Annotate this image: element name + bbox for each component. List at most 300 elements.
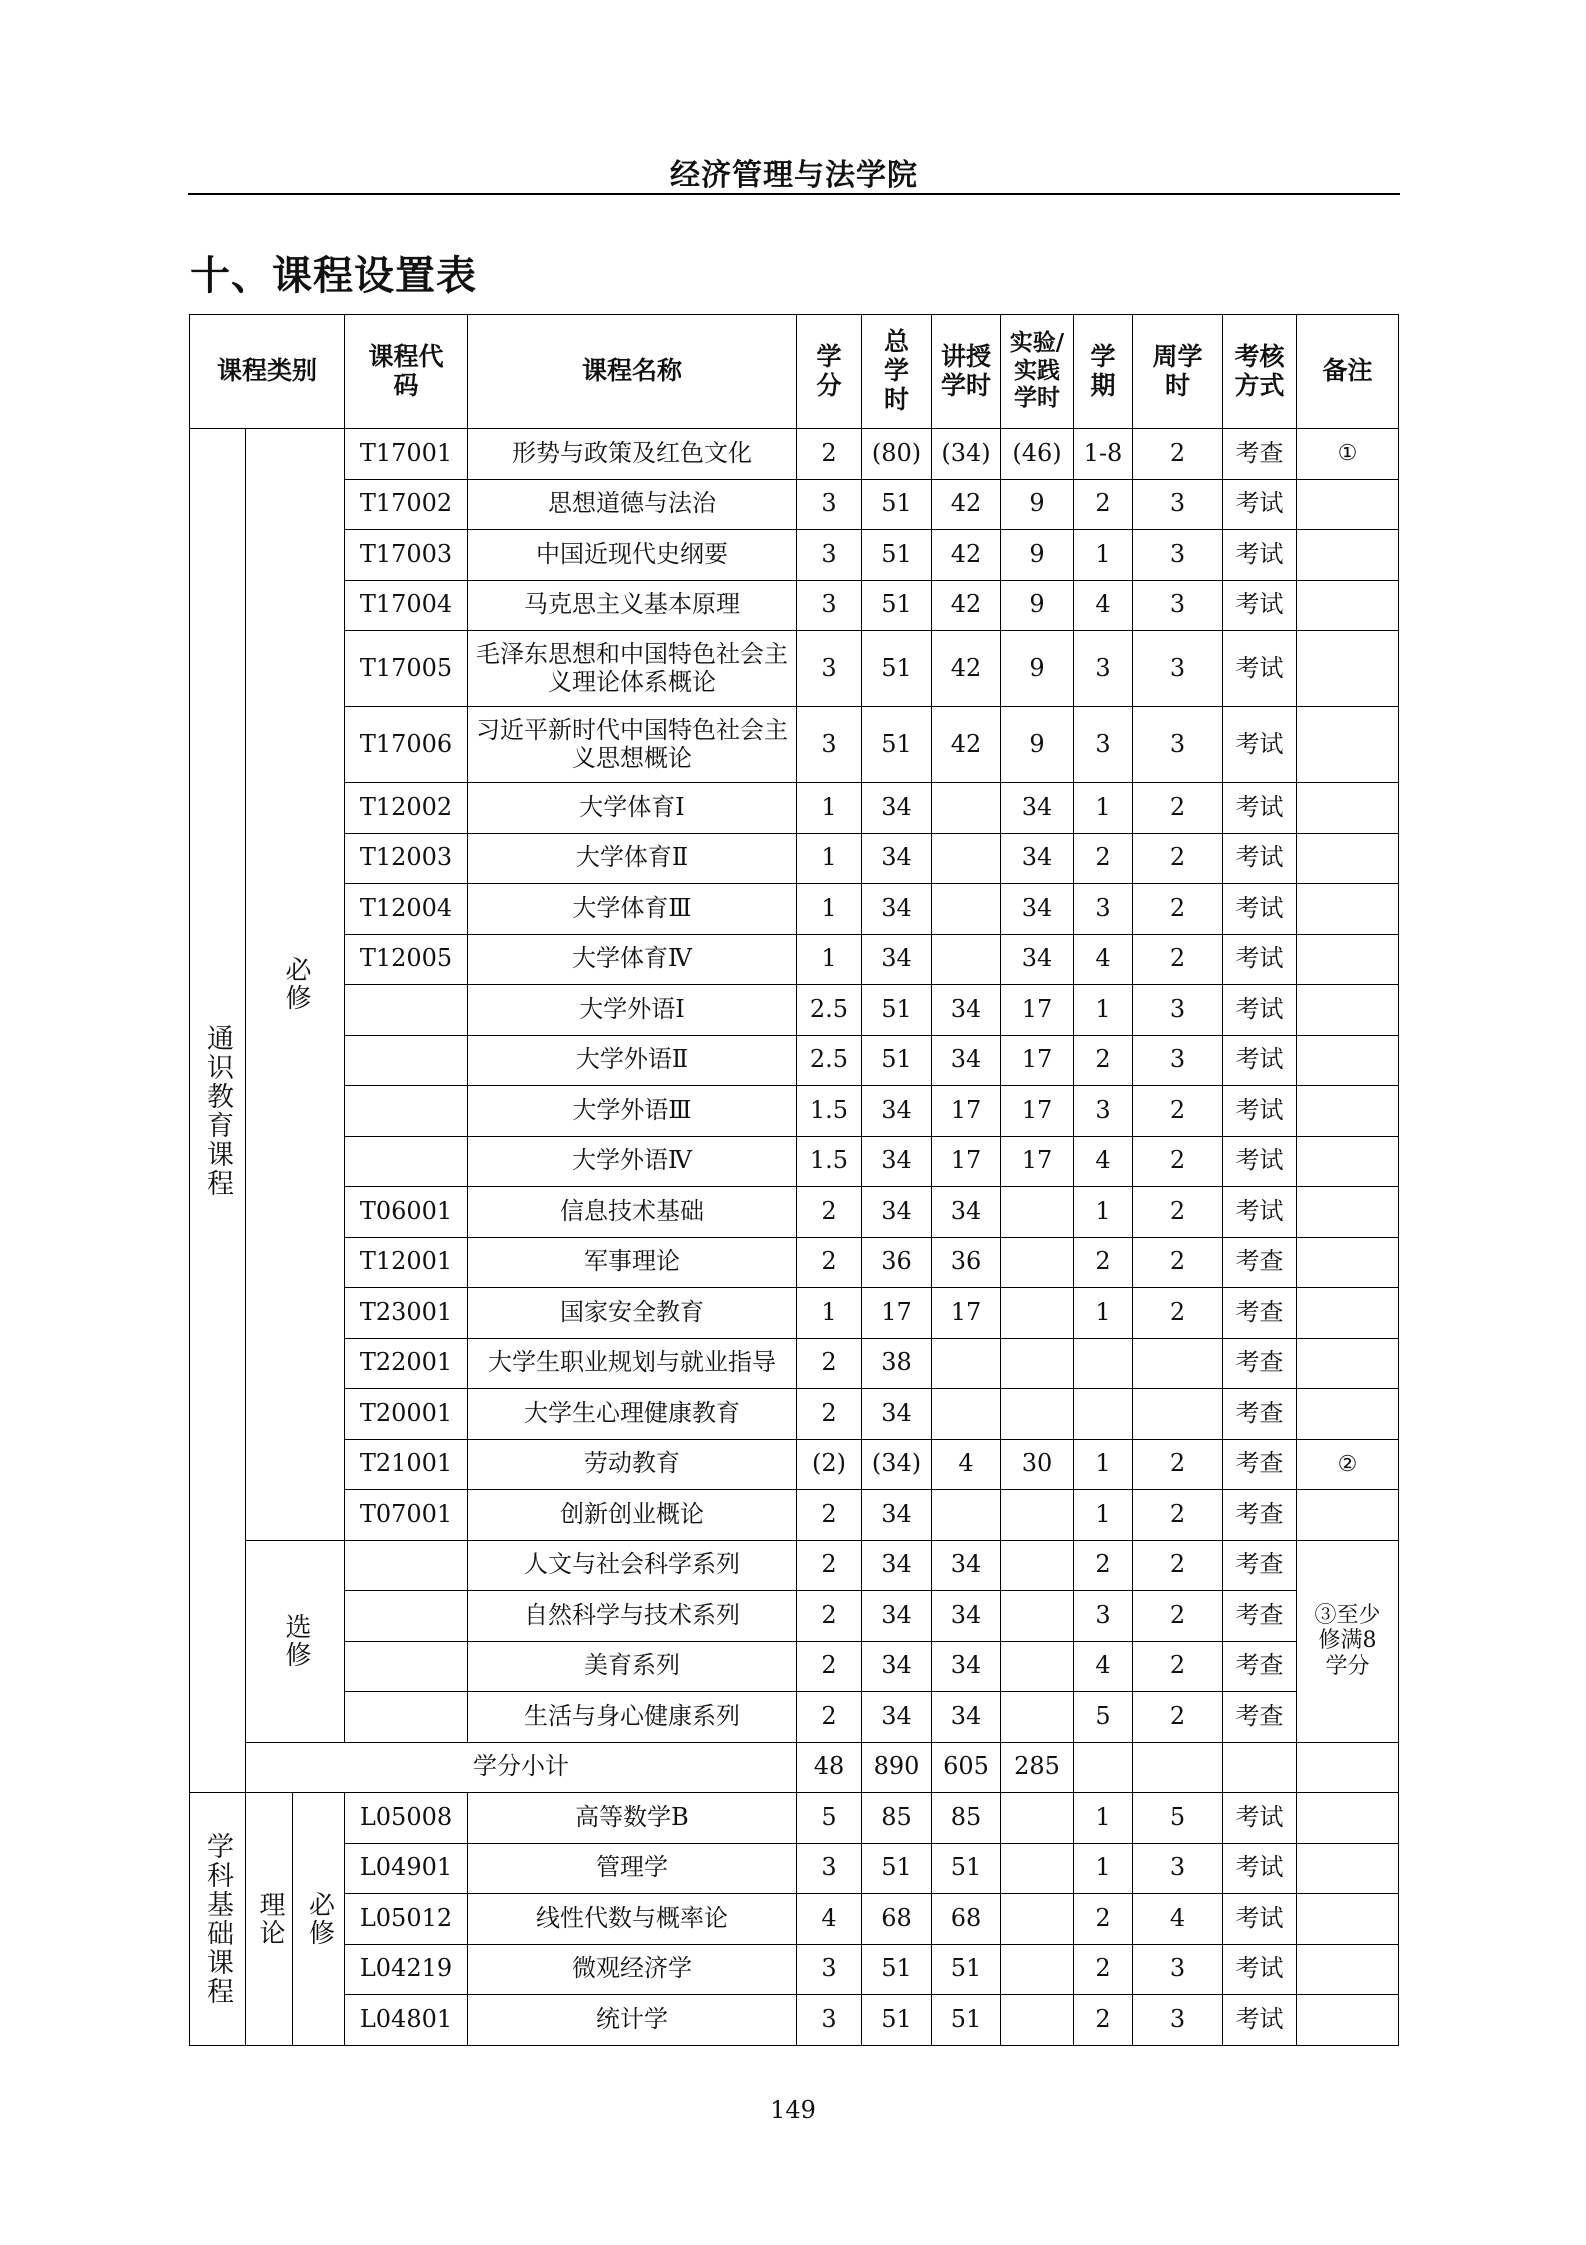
table-row [190,479,1399,530]
cell-name: 微观经济学 [468,1944,797,1995]
header-category: 课程类别 [190,315,345,429]
cell-name: 生活与身心健康系列 [468,1692,797,1743]
table-row [190,1237,1399,1288]
cell-assessment: 考试 [1223,1136,1297,1187]
cell-total: 17 [862,1288,932,1339]
cell-code: T21001 [345,1439,468,1490]
cell-total: 34 [862,1490,932,1541]
header-total-hours: 总学时 [862,315,932,429]
cell-lab: 17 [1001,1086,1074,1137]
cell-credit: 3 [797,1995,862,2046]
cell-code: T07001 [345,1490,468,1541]
cell-total: 34 [862,884,932,935]
cell-name: 大学体育Ⅱ [468,833,797,884]
cell-total: 85 [862,1793,932,1844]
table-row [190,1187,1399,1238]
cell-weekly [1133,1338,1223,1389]
cell-credit: 1 [797,833,862,884]
cell-lecture [932,783,1001,834]
cell-semester [1074,1389,1133,1440]
cell-remark [1297,1894,1399,1945]
cell-total: 51 [862,1995,932,2046]
cell-remark [1297,707,1399,783]
cell-semester: 3 [1074,884,1133,935]
cell-weekly: 3 [1133,530,1223,581]
cell-remark [1297,884,1399,935]
cell-lecture [932,833,1001,884]
table-row [190,884,1399,935]
cell-lab [1001,1793,1074,1844]
cell-lab: 17 [1001,985,1074,1036]
cell-total: 36 [862,1237,932,1288]
cell-total: 51 [862,985,932,1036]
header-code: 课程代码 [345,315,468,429]
cell-name: 大学生职业规划与就业指导 [468,1338,797,1389]
cell-name: 美育系列 [468,1641,797,1692]
category-discipline-label: 学科基础课程 [202,1831,234,2006]
cell-total: 34 [862,783,932,834]
running-header: 经济管理与法学院 [670,158,918,193]
cell-lecture: 36 [932,1237,1001,1288]
cell-code: T17004 [345,580,468,631]
cell-total: 51 [862,1035,932,1086]
cell-lecture: 17 [932,1288,1001,1339]
cell-assessment: 考试 [1223,631,1297,707]
cell-weekly: 2 [1133,884,1223,935]
table-row [190,707,1399,783]
cell-credit: 2 [797,1692,862,1743]
cell-total: 34 [862,1591,932,1642]
cell-weekly: 3 [1133,631,1223,707]
cell-total: (34) [862,1439,932,1490]
cell-assessment: 考查 [1223,1490,1297,1541]
cell-credit: 3 [797,631,862,707]
cell-semester: 3 [1074,1086,1133,1137]
cell-assessment: 考查 [1223,1439,1297,1490]
cell-semester: 4 [1074,1136,1133,1187]
cell-assessment: 考查 [1223,1641,1297,1692]
cell-lab: 9 [1001,631,1074,707]
cell-lecture [932,1338,1001,1389]
cell-weekly: 2 [1133,1288,1223,1339]
cell-name: 劳动教育 [468,1439,797,1490]
cell-code [345,1641,468,1692]
cell-lecture [932,884,1001,935]
cell-weekly: 2 [1133,1439,1223,1490]
cell-remark [1297,985,1399,1036]
cell-code [345,1540,468,1591]
cell-assessment: 考试 [1223,783,1297,834]
cell-semester [1074,1338,1133,1389]
cell-lab: (46) [1001,429,1074,480]
subtotal-label: 学分小计 [246,1742,797,1793]
table-row [190,1439,1399,1490]
cell-code: L05012 [345,1894,468,1945]
cell-semester: 1-8 [1074,429,1133,480]
cell-total: (80) [862,429,932,480]
cell-code: L04219 [345,1944,468,1995]
cell-lecture: 34 [932,985,1001,1036]
cell-lecture: 34 [932,1187,1001,1238]
cell-semester: 2 [1074,1237,1133,1288]
cell-remark [1297,580,1399,631]
cell-lecture: 51 [932,1944,1001,1995]
cell-lab [1001,1995,1074,2046]
cell-weekly: 3 [1133,1035,1223,1086]
cell-remark [1297,1187,1399,1238]
cell-weekly: 2 [1133,429,1223,480]
table-row [190,1136,1399,1187]
cell-lab [1001,1288,1074,1339]
cell-assessment: 考试 [1223,1894,1297,1945]
cell-semester: 1 [1074,1843,1133,1894]
cell-lecture: 51 [932,1995,1001,2046]
cell-assessment: 考查 [1223,1540,1297,1591]
cell-lecture: 42 [932,580,1001,631]
table-row [190,1843,1399,1894]
cell-semester: 1 [1074,1439,1133,1490]
cell-semester: 4 [1074,580,1133,631]
cell-lecture: 85 [932,1793,1001,1844]
cell-remark [1297,833,1399,884]
cell-lab [1001,1591,1074,1642]
cell-lab [1001,1944,1074,1995]
cell-remark [1297,479,1399,530]
header-remark: 备注 [1297,315,1399,429]
cell-remark [1297,1136,1399,1187]
table-row [190,1692,1399,1743]
category-theory-label: 理论 [254,1890,285,1947]
cell-lab [1001,1843,1074,1894]
cell-remark [1297,1490,1399,1541]
cell-credit: 5 [797,1793,862,1844]
cell-code [345,1086,468,1137]
cell-total: 68 [862,1894,932,1945]
cell-code: T17003 [345,530,468,581]
cell-lab [1001,1338,1074,1389]
cell-remark [1297,1035,1399,1086]
cell-assessment: 考试 [1223,580,1297,631]
cell-semester: 4 [1074,1641,1133,1692]
cell-credit: 2.5 [797,985,862,1036]
cell-remark [1297,530,1399,581]
cell-assessment: 考试 [1223,934,1297,985]
table-row [190,985,1399,1036]
cell-remark: ② [1297,1439,1399,1490]
header-row [190,315,1399,429]
table-row [190,1035,1399,1086]
cell-assessment: 考查 [1223,429,1297,480]
page-number: 149 [770,2096,816,2124]
cell-semester: 2 [1074,1944,1133,1995]
cell-lab: 34 [1001,783,1074,834]
cell-semester: 2 [1074,1035,1133,1086]
cell-name: 人文与社会科学系列 [468,1540,797,1591]
cell-lecture: 4 [932,1439,1001,1490]
cell-credit: 1 [797,1288,862,1339]
cell-semester: 3 [1074,707,1133,783]
cell-weekly: 3 [1133,1995,1223,2046]
cell-total: 34 [862,833,932,884]
cell-total: 34 [862,1641,932,1692]
cell-name: 毛泽东思想和中国特色社会主义理论体系概论 [468,631,797,707]
table-row [190,833,1399,884]
cell-name: 军事理论 [468,1237,797,1288]
cell-name: 管理学 [468,1843,797,1894]
cell-semester: 1 [1074,530,1133,581]
cell-lecture: 17 [932,1086,1001,1137]
cell-assessment: 考查 [1223,1288,1297,1339]
cell-code: T12002 [345,783,468,834]
cell-total: 51 [862,530,932,581]
elective-remark-text: ③至少修满8学分 [1314,1603,1381,1679]
cell-remark [1297,1843,1399,1894]
cell-credit: 1 [797,934,862,985]
cell-lab [1001,1187,1074,1238]
table-row [190,1944,1399,1995]
cell-semester: 1 [1074,1793,1133,1844]
section-title: 十、课程设置表 [190,253,477,299]
cell-weekly [1133,1389,1223,1440]
cell-lecture: 51 [932,1843,1001,1894]
cell-credit: (2) [797,1439,862,1490]
category-required [246,429,345,1541]
cell-weekly: 2 [1133,1692,1223,1743]
table-row [190,1389,1399,1440]
table-row [190,783,1399,834]
cell-assessment: 考查 [1223,1389,1297,1440]
cell-name: 马克思主义基本原理 [468,580,797,631]
cell-total: 34 [862,1187,932,1238]
cell-weekly: 2 [1133,1086,1223,1137]
cell-code: T17002 [345,479,468,530]
cell-remark [1297,934,1399,985]
cell-lab [1001,1540,1074,1591]
cell-lecture: 34 [932,1035,1001,1086]
cell-name: 大学外语Ⅲ [468,1086,797,1137]
cell-weekly: 2 [1133,1591,1223,1642]
cell-semester: 1 [1074,1187,1133,1238]
table-row [190,429,1399,480]
cell-total: 51 [862,479,932,530]
cell-weekly: 3 [1133,1843,1223,1894]
cell-credit: 3 [797,479,862,530]
cell-weekly: 4 [1133,1894,1223,1945]
cell-assessment: 考试 [1223,985,1297,1036]
subtotal-lab: 285 [1001,1742,1074,1793]
cell-weekly: 2 [1133,934,1223,985]
cell-credit: 2 [797,1540,862,1591]
cell-total: 51 [862,1944,932,1995]
cell-assessment: 考试 [1223,530,1297,581]
cell-lecture: 42 [932,631,1001,707]
cell-name: 大学外语Ⅳ [468,1136,797,1187]
cell-assessment: 考查 [1223,1591,1297,1642]
cell-code: T20001 [345,1389,468,1440]
cell-remark [1297,783,1399,834]
cell-code [345,1591,468,1642]
cell-credit: 4 [797,1894,862,1945]
subtotal-empty-remark [1297,1742,1399,1793]
cell-code: T06001 [345,1187,468,1238]
cell-assessment: 考试 [1223,1843,1297,1894]
table-row [190,580,1399,631]
cell-weekly: 3 [1133,1944,1223,1995]
cell-code: T12001 [345,1237,468,1288]
cell-remark [1297,631,1399,707]
subtotal-row [190,1742,1399,1793]
cell-name: 国家安全教育 [468,1288,797,1339]
cell-lecture: 34 [932,1540,1001,1591]
cell-code: T12005 [345,934,468,985]
cell-assessment: 考查 [1223,1692,1297,1743]
cell-lab: 9 [1001,580,1074,631]
cell-lab: 34 [1001,884,1074,935]
cell-semester: 5 [1074,1692,1133,1743]
cell-assessment: 考试 [1223,1086,1297,1137]
cell-semester: 3 [1074,1591,1133,1642]
cell-lab: 9 [1001,707,1074,783]
cell-credit: 3 [797,580,862,631]
cell-lecture: 68 [932,1894,1001,1945]
category-discipline-required-label: 必修 [304,1890,335,1947]
cell-weekly: 3 [1133,707,1223,783]
cell-lecture: 42 [932,530,1001,581]
cell-lecture [932,934,1001,985]
cell-code: T12003 [345,833,468,884]
subtotal-empty-assessment [1223,1742,1297,1793]
cell-semester: 2 [1074,479,1133,530]
cell-lecture: 34 [932,1692,1001,1743]
cell-code: T23001 [345,1288,468,1339]
cell-code: T12004 [345,884,468,935]
category-elective [246,1540,345,1742]
cell-assessment: 考试 [1223,1187,1297,1238]
cell-weekly: 3 [1133,580,1223,631]
category-general [190,429,246,1793]
cell-credit: 2 [797,1490,862,1541]
category-general-label: 通识教育课程 [202,1023,234,1198]
cell-name: 创新创业概论 [468,1490,797,1541]
cell-weekly: 3 [1133,479,1223,530]
cell-name: 自然科学与技术系列 [468,1591,797,1642]
cell-name: 中国近现代史纲要 [468,530,797,581]
cell-credit: 1 [797,884,862,935]
cell-lab: 17 [1001,1035,1074,1086]
cell-total: 51 [862,707,932,783]
cell-assessment: 考试 [1223,1035,1297,1086]
cell-code: T17006 [345,707,468,783]
subtotal-empty-semester [1074,1742,1133,1793]
cell-code [345,1136,468,1187]
cell-assessment: 考试 [1223,833,1297,884]
cell-code [345,985,468,1036]
cell-semester: 1 [1074,1490,1133,1541]
subtotal-credit: 48 [797,1742,862,1793]
cell-credit: 3 [797,1843,862,1894]
cell-total: 34 [862,1692,932,1743]
table-row [190,530,1399,581]
cell-lab: 34 [1001,934,1074,985]
cell-total: 51 [862,1843,932,1894]
table-row [190,631,1399,707]
category-theory [246,1793,293,2046]
cell-semester: 3 [1074,631,1133,707]
cell-lab: 9 [1001,479,1074,530]
cell-credit: 1.5 [797,1136,862,1187]
cell-code: T17005 [345,631,468,707]
cell-name: 大学体育Ⅰ [468,783,797,834]
cell-name: 思想道德与法治 [468,479,797,530]
cell-lab [1001,1894,1074,1945]
cell-credit: 1 [797,783,862,834]
elective-remark [1297,1540,1399,1742]
cell-total: 34 [862,1136,932,1187]
header-rule [188,193,1400,195]
cell-weekly: 2 [1133,833,1223,884]
header-lecture-hours: 讲授学时 [932,315,1001,429]
cell-total: 38 [862,1338,932,1389]
table-row [190,1641,1399,1692]
cell-remark [1297,1793,1399,1844]
cell-lab [1001,1692,1074,1743]
cell-lab [1001,1641,1074,1692]
cell-credit: 3 [797,530,862,581]
cell-weekly: 3 [1133,985,1223,1036]
cell-weekly: 2 [1133,1540,1223,1591]
cell-weekly: 2 [1133,1136,1223,1187]
category-required-label: 必修 [280,956,311,1013]
header-name: 课程名称 [468,315,797,429]
cell-credit: 2 [797,429,862,480]
cell-code: L05008 [345,1793,468,1844]
cell-lab: 34 [1001,833,1074,884]
table-row [190,1793,1399,1844]
cell-name: 大学外语Ⅱ [468,1035,797,1086]
cell-lecture: 34 [932,1591,1001,1642]
cell-assessment: 考试 [1223,479,1297,530]
cell-remark [1297,1389,1399,1440]
cell-remark [1297,1338,1399,1389]
cell-remark [1297,1086,1399,1137]
cell-semester: 2 [1074,833,1133,884]
cell-code [345,1035,468,1086]
cell-credit: 2 [797,1591,862,1642]
cell-credit: 2 [797,1338,862,1389]
table-row [190,1995,1399,2046]
cell-lecture: 42 [932,707,1001,783]
cell-name: 大学体育Ⅲ [468,884,797,935]
cell-lecture: (34) [932,429,1001,480]
cell-lecture: 17 [932,1136,1001,1187]
cell-code [345,1692,468,1743]
cell-remark [1297,1995,1399,2046]
cell-assessment: 考试 [1223,707,1297,783]
cell-name: 大学生心理健康教育 [468,1389,797,1440]
cell-code: L04801 [345,1995,468,2046]
cell-credit: 2 [797,1389,862,1440]
category-elective-label: 选修 [280,1613,311,1669]
table-row [190,1540,1399,1591]
cell-weekly: 2 [1133,783,1223,834]
cell-assessment: 考查 [1223,1338,1297,1389]
cell-weekly: 2 [1133,1237,1223,1288]
cell-assessment: 考试 [1223,1995,1297,2046]
cell-name: 大学体育Ⅳ [468,934,797,985]
table-row [190,934,1399,985]
cell-lab [1001,1389,1074,1440]
table-row [190,1591,1399,1642]
